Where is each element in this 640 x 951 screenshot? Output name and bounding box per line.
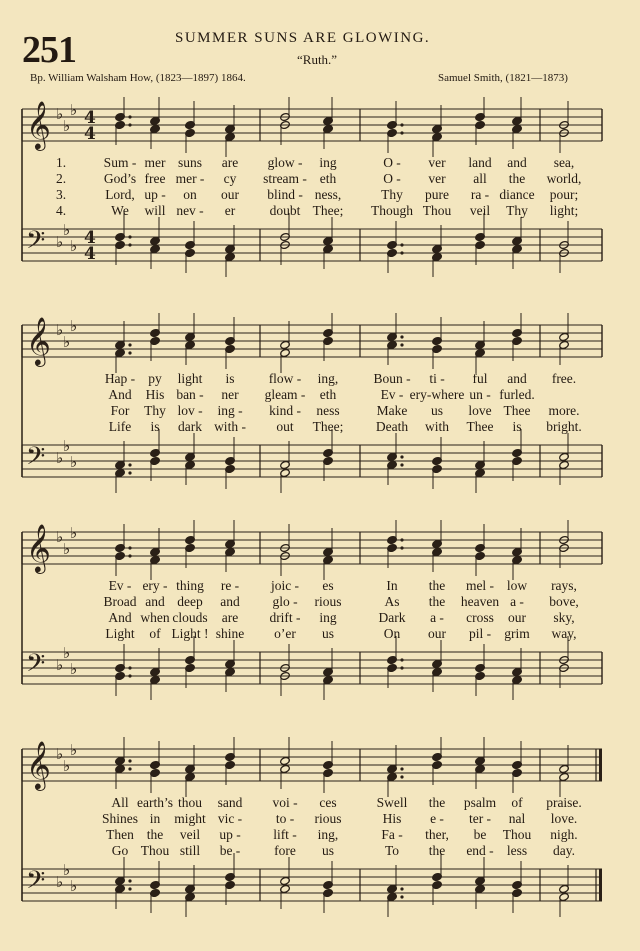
lyric-syllable: Ev -	[108, 578, 132, 593]
dot-icon	[128, 759, 131, 762]
lyric-syllable: Swell	[376, 795, 408, 810]
flat-icon: ♭	[56, 873, 64, 891]
lyric-syllable: Make	[376, 403, 408, 418]
lyric-syllable: o’er	[274, 626, 296, 641]
composer-credit: Samuel Smith, (1821—1873)	[438, 72, 568, 84]
lyric-syllable: pil -	[468, 626, 492, 641]
lyric-syllable: mer	[144, 155, 166, 170]
lyric-syllable: ness,	[314, 187, 342, 202]
lyric-syllable: ti -	[429, 371, 445, 386]
lyric-syllable: out	[276, 419, 294, 434]
flat-icon: ♭	[70, 453, 78, 471]
lyric-syllable: Ev -	[380, 387, 404, 402]
lyric-syllable: All	[111, 795, 129, 810]
dot-icon	[400, 343, 403, 346]
bass-clef-icon: 𝄢	[26, 226, 46, 261]
lyric-syllable: nev -	[176, 203, 204, 218]
lyric-syllable: Thee;	[312, 203, 344, 218]
lyric-syllable: And	[108, 610, 132, 625]
dot-icon	[400, 887, 403, 890]
lyric-syllable: clouds	[172, 610, 208, 625]
lyric-syllable: ces	[319, 795, 337, 810]
lyric-syllable: mer -	[175, 171, 205, 186]
lyric-syllable: thou	[177, 795, 203, 810]
lyric-line	[0, 811, 640, 828]
lyric-syllable: is	[150, 419, 160, 434]
lyric-syllable: lift -	[273, 827, 297, 842]
lyric-syllable: His	[382, 811, 402, 826]
lyric-syllable: nigh.	[550, 827, 578, 842]
lyric-syllable: veil	[469, 203, 491, 218]
dot-icon	[400, 251, 403, 254]
bass-clef-icon: 𝄢	[26, 442, 46, 477]
lyric-syllable: ery -	[142, 578, 168, 593]
lyric-syllable: ver	[428, 171, 446, 186]
flat-icon: ♭	[56, 233, 64, 251]
lyric-syllable: Thou	[140, 843, 170, 858]
lyric-line	[0, 594, 640, 611]
lyric-line	[0, 419, 640, 436]
lyric-syllable: are	[221, 610, 239, 625]
lyric-syllable: re -	[220, 578, 240, 593]
lyric-syllable: is	[225, 371, 235, 386]
hymn-header	[0, 0, 640, 100]
lyric-syllable: all	[473, 171, 487, 186]
lyric-syllable: kind -	[269, 403, 301, 418]
lyric-syllable: Death	[375, 419, 409, 434]
dot-icon	[400, 775, 403, 778]
lyric-syllable: a -	[430, 610, 444, 625]
lyric-syllable: grim	[504, 626, 530, 641]
lyric-syllable: gleam -	[264, 387, 306, 402]
lyric-syllable: Thee;	[312, 419, 344, 434]
lyric-syllable: ness	[316, 403, 340, 418]
flat-icon: ♭	[56, 105, 64, 123]
lyric-syllable: ban -	[176, 387, 204, 402]
lyric-syllable: un -	[469, 387, 491, 402]
verse-number: 2.	[56, 171, 67, 186]
lyric-syllable: O -	[383, 155, 401, 170]
lyric-syllable: might	[174, 811, 206, 826]
dot-icon	[400, 131, 403, 134]
lyric-syllable: Light !	[171, 626, 209, 641]
lyric-syllable: will	[144, 203, 166, 218]
lyric-syllable: e -	[430, 811, 444, 826]
lyric-syllable: dark	[178, 419, 202, 434]
lyric-syllable: earth’s	[137, 795, 173, 810]
lyric-syllable: our	[508, 610, 526, 625]
lyric-syllable: God’s	[103, 171, 137, 186]
lyric-syllable: up -	[219, 827, 241, 842]
lyric-syllable: blind -	[267, 187, 303, 202]
lyric-line	[0, 155, 640, 172]
lyric-syllable: cy	[223, 171, 237, 186]
flat-icon: ♭	[56, 656, 64, 674]
dot-icon	[128, 767, 131, 770]
lyric-syllable: pure	[425, 187, 449, 202]
lyric-syllable: O -	[383, 171, 401, 186]
dot-icon	[400, 463, 403, 466]
lyric-syllable: us	[321, 843, 335, 858]
time-signature-digit: 4	[84, 228, 96, 248]
lyric-syllable: sea,	[553, 155, 575, 170]
lyric-syllable: rays,	[551, 578, 577, 593]
lyric-syllable: Thee	[466, 419, 494, 434]
lyric-syllable: and	[507, 155, 527, 170]
lyric-syllable: with	[424, 419, 450, 434]
lyric-syllable: pour;	[549, 187, 579, 202]
lyric-line	[0, 187, 640, 204]
treble-clef-icon: 𝄞	[26, 100, 51, 149]
flat-icon: ♭	[56, 449, 64, 467]
flat-icon: ♭	[70, 660, 78, 678]
music-system	[0, 97, 640, 302]
dot-icon	[128, 879, 131, 882]
dot-icon	[400, 243, 403, 246]
bass-clef-icon: 𝄢	[26, 866, 46, 901]
flat-icon: ♭	[56, 745, 64, 763]
flat-icon: ♭	[63, 117, 71, 135]
lyric-syllable: day.	[553, 843, 575, 858]
lyric-syllable: glow -	[267, 155, 303, 170]
lyric-syllable: world,	[546, 171, 582, 186]
lyric-syllable: diance	[499, 187, 535, 202]
dot-icon	[400, 658, 403, 661]
lyric-syllable: the	[508, 171, 526, 186]
lyric-syllable: drift -	[269, 610, 301, 625]
dot-icon	[128, 115, 131, 118]
lyric-syllable: Boun -	[373, 371, 411, 386]
lyric-syllable: er	[224, 203, 236, 218]
lyric-syllable: be	[473, 827, 487, 842]
flat-icon: ♭	[63, 540, 71, 558]
lyric-syllable: love.	[550, 811, 578, 826]
lyric-syllable: glo -	[272, 594, 298, 609]
lyric-line	[0, 827, 640, 844]
lyric-line	[0, 843, 640, 860]
lyric-syllable: with -	[214, 419, 246, 434]
lyric-syllable: ner	[221, 387, 239, 402]
lyric-syllable: sky,	[553, 610, 575, 625]
lyric-syllable: way,	[551, 626, 577, 641]
lyric-syllable: ther,	[425, 827, 449, 842]
dot-icon	[128, 463, 131, 466]
lyric-syllable: when	[140, 610, 170, 625]
lyric-line	[0, 371, 640, 388]
lyric-syllable: of	[511, 795, 523, 810]
lyric-syllable: up -	[144, 187, 166, 202]
lyric-syllable: joic -	[270, 578, 300, 593]
lyric-syllable: Fa -	[381, 827, 403, 842]
lyric-syllable: Though	[371, 203, 413, 218]
lyric-syllable: es	[322, 578, 334, 593]
lyric-syllable: Lord,	[105, 187, 135, 202]
lyric-syllable: Then	[106, 827, 134, 842]
dot-icon	[128, 674, 131, 677]
lyric-line	[0, 403, 640, 420]
flat-icon: ♭	[63, 644, 71, 662]
dot-icon	[128, 243, 131, 246]
lyric-syllable: light	[177, 371, 203, 386]
lyric-syllable: ing,	[317, 827, 339, 842]
lyric-syllable: the	[428, 795, 446, 810]
verse-number: 3.	[56, 187, 67, 202]
time-signature-digit: 4	[84, 108, 96, 128]
lyric-line	[0, 203, 640, 220]
lyric-syllable: and	[145, 594, 165, 609]
lyric-syllable: heaven	[460, 594, 500, 609]
lyric-syllable: flow -	[268, 371, 302, 386]
lyric-syllable: our	[428, 626, 446, 641]
lyric-syllable: of	[149, 626, 161, 641]
lyric-syllable: more.	[548, 403, 580, 418]
lyric-syllable: shine	[215, 626, 245, 641]
music-system	[0, 737, 640, 942]
lyric-syllable: Thou	[502, 827, 532, 842]
lyric-syllable: is	[512, 419, 522, 434]
lyric-syllable: light;	[549, 203, 579, 218]
lyric-syllable: Light	[105, 626, 135, 641]
lyric-syllable: ver	[428, 155, 446, 170]
lyric-syllable: our	[221, 187, 239, 202]
lyric-syllable: end -	[466, 843, 494, 858]
treble-clef-icon: 𝄞	[26, 523, 51, 572]
lyric-syllable: As	[384, 594, 400, 609]
dot-icon	[400, 666, 403, 669]
lyric-syllable: ful	[472, 371, 488, 386]
lyric-syllable: free	[144, 171, 166, 186]
time-signature-digit: 4	[84, 244, 96, 264]
final-barline	[599, 749, 602, 781]
flat-icon: ♭	[70, 741, 78, 759]
flat-icon: ♭	[70, 877, 78, 895]
lyric-syllable: to -	[275, 811, 295, 826]
lyric-syllable: Thy	[506, 203, 528, 218]
lyric-syllable: furled.	[499, 387, 535, 402]
lyric-syllable: Thy	[381, 187, 403, 202]
author-credit: Bp. William Walsham How, (1823—1897) 1864.	[30, 72, 246, 84]
dot-icon	[400, 895, 403, 898]
dot-icon	[400, 335, 403, 338]
lyric-syllable: voi -	[272, 795, 298, 810]
lyric-syllable: ery-where	[409, 387, 465, 402]
lyric-syllable: Broad	[103, 594, 137, 609]
lyric-syllable: are	[221, 155, 239, 170]
lyric-line	[0, 610, 640, 627]
lyric-syllable: vic -	[217, 811, 243, 826]
verse-number: 1.	[56, 155, 67, 170]
lyric-syllable: His	[145, 387, 165, 402]
lyric-syllable: suns	[177, 155, 203, 170]
lyric-syllable: on	[183, 187, 197, 202]
flat-icon: ♭	[70, 317, 78, 335]
flat-icon: ♭	[63, 757, 71, 775]
lyric-syllable: psalm	[463, 795, 497, 810]
time-signature-digit: 4	[84, 124, 96, 144]
lyric-syllable: fore	[274, 843, 296, 858]
lyric-syllable: py	[148, 371, 162, 386]
lyric-syllable: Hap -	[104, 371, 136, 386]
lyric-syllable: Life	[108, 419, 132, 434]
bass-clef-icon: 𝄢	[26, 649, 46, 684]
lyric-syllable: us	[430, 403, 444, 418]
dot-icon	[128, 546, 131, 549]
verse-number: 4.	[56, 203, 67, 218]
dot-icon	[400, 538, 403, 541]
lyric-syllable: the	[428, 594, 446, 609]
lyric-syllable: free.	[551, 371, 577, 386]
lyric-syllable: be -	[219, 843, 241, 858]
lyric-syllable: Thee	[503, 403, 531, 418]
dot-icon	[400, 546, 403, 549]
lyric-syllable: Thy	[144, 403, 166, 418]
lyric-syllable: and	[220, 594, 240, 609]
lyric-syllable: On	[383, 626, 401, 641]
dot-icon	[128, 235, 131, 238]
lyric-syllable: a -	[510, 594, 524, 609]
dot-icon	[128, 471, 131, 474]
dot-icon	[128, 123, 131, 126]
dot-icon	[400, 767, 403, 770]
lyric-syllable: stream -	[263, 171, 307, 186]
lyric-syllable: and	[507, 371, 527, 386]
lyric-syllable: In	[386, 578, 398, 593]
dot-icon	[128, 554, 131, 557]
flat-icon: ♭	[70, 237, 78, 255]
lyric-syllable: rious	[314, 811, 342, 826]
flat-icon: ♭	[63, 861, 71, 879]
flat-icon: ♭	[56, 321, 64, 339]
lyric-syllable: the	[146, 827, 164, 842]
lyric-line	[0, 626, 640, 643]
lyric-line	[0, 795, 640, 812]
lyric-syllable: less	[506, 843, 528, 858]
lyric-syllable: bright.	[546, 419, 582, 434]
treble-clef-icon: 𝄞	[26, 740, 51, 789]
flat-icon: ♭	[63, 221, 71, 239]
lyric-syllable: For	[110, 403, 130, 418]
flat-icon: ♭	[70, 101, 78, 119]
lyric-syllable: low	[506, 578, 528, 593]
dot-icon	[128, 343, 131, 346]
lyric-syllable: mel -	[465, 578, 495, 593]
lyric-syllable: ing -	[217, 403, 243, 418]
lyric-line	[0, 171, 640, 188]
lyric-line	[0, 387, 640, 404]
lyric-line	[0, 578, 640, 595]
lyric-syllable: ing,	[317, 371, 339, 386]
lyric-syllable: the	[428, 843, 446, 858]
flat-icon: ♭	[63, 437, 71, 455]
lyric-syllable: ra -	[470, 187, 490, 202]
dot-icon	[128, 887, 131, 890]
lyric-syllable: the	[428, 578, 446, 593]
lyric-syllable: still	[179, 843, 201, 858]
lyric-syllable: To	[384, 843, 400, 858]
lyric-syllable: ter -	[468, 811, 492, 826]
lyric-syllable: And	[108, 387, 132, 402]
music-system	[0, 313, 640, 518]
hymn-number: 251	[22, 29, 76, 71]
dot-icon	[128, 666, 131, 669]
lyric-syllable: cross	[466, 610, 494, 625]
lyric-syllable: love	[468, 403, 492, 418]
lyric-syllable: ing	[319, 155, 337, 170]
lyric-syllable: veil	[179, 827, 201, 842]
music-system	[0, 520, 640, 725]
lyric-syllable: Sum -	[103, 155, 137, 170]
lyric-syllable: ing	[319, 610, 337, 625]
lyric-syllable: Go	[111, 843, 129, 858]
lyric-syllable: sand	[217, 795, 243, 810]
lyric-syllable: praise.	[546, 795, 582, 810]
lyric-syllable: Thou	[422, 203, 452, 218]
hymn-title: SUMMER SUNS ARE GLOWING.	[175, 30, 431, 46]
lyric-syllable: eth	[319, 387, 337, 402]
lyric-syllable: thing	[176, 578, 204, 593]
lyric-syllable: We	[111, 203, 129, 218]
treble-clef-icon: 𝄞	[26, 316, 51, 365]
lyric-syllable: nal	[508, 811, 526, 826]
flat-icon: ♭	[63, 333, 71, 351]
lyric-syllable: lov -	[177, 403, 203, 418]
lyric-syllable: deep	[177, 594, 203, 609]
dot-icon	[400, 455, 403, 458]
lyric-syllable: us	[321, 626, 335, 641]
flat-icon: ♭	[56, 528, 64, 546]
lyric-syllable: land	[468, 155, 492, 170]
lyric-syllable: rious	[314, 594, 342, 609]
lyric-syllable: eth	[319, 171, 337, 186]
dot-icon	[400, 123, 403, 126]
tune-name: “Ruth.”	[297, 52, 338, 67]
flat-icon: ♭	[70, 524, 78, 542]
lyric-syllable: bove,	[549, 594, 579, 609]
lyric-syllable: in	[149, 811, 161, 826]
lyric-syllable: Shines	[101, 811, 139, 826]
lyric-syllable: doubt	[269, 203, 301, 218]
lyric-syllable: Dark	[378, 610, 406, 625]
final-barline	[599, 869, 602, 901]
dot-icon	[128, 351, 131, 354]
